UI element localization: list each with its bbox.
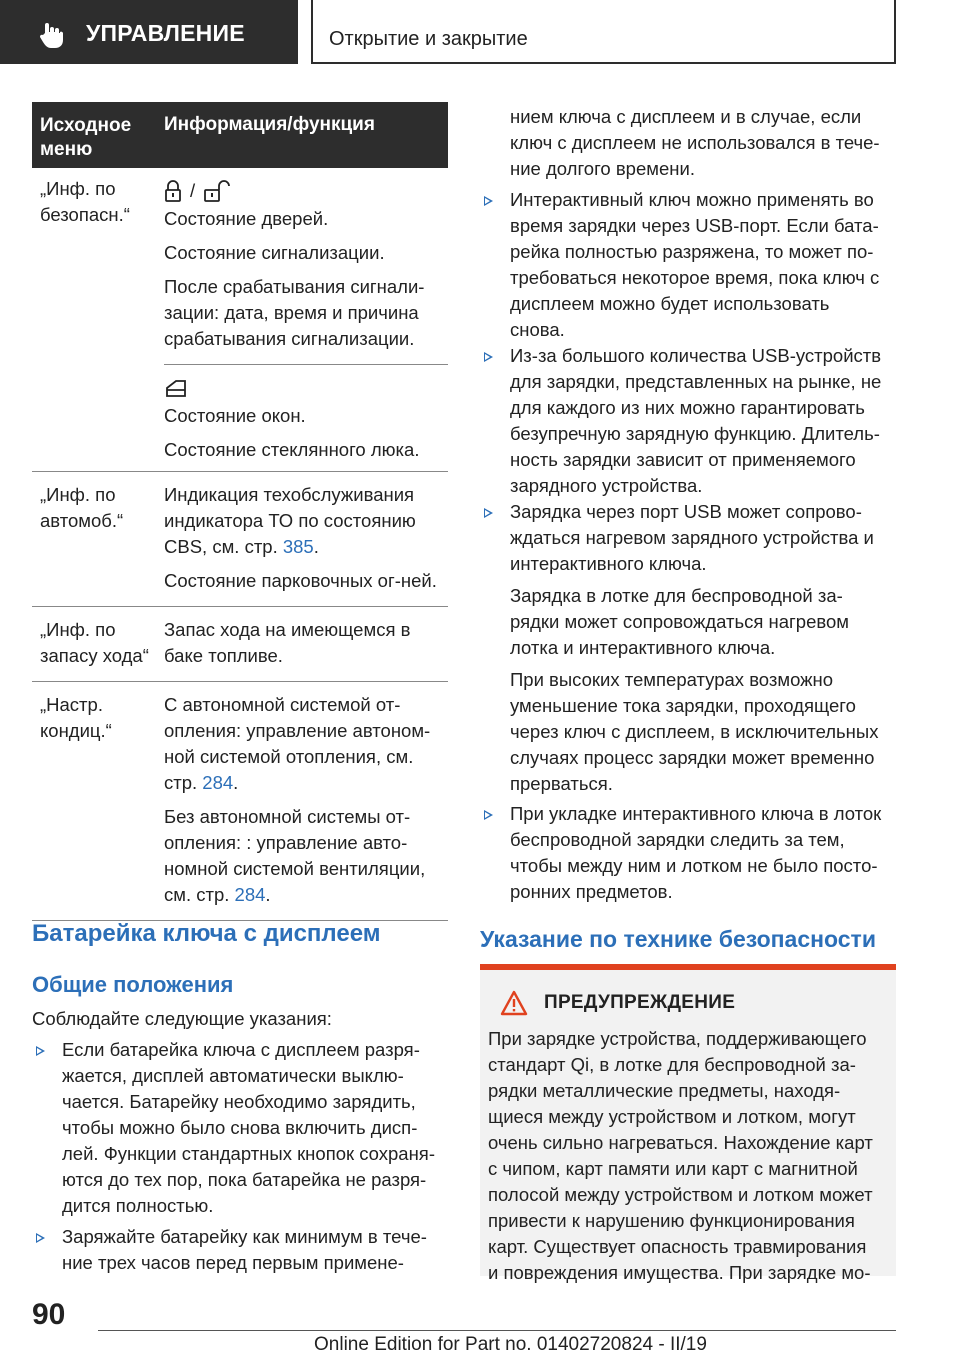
text-line: стандарт Qi, в лотке для беспроводной за-: [488, 1054, 856, 1075]
footer-divider: [98, 1330, 896, 1331]
text-line: ждаться нагревом зарядного устройства и: [510, 527, 874, 548]
info-subblock: [164, 364, 448, 463]
table-row: [32, 682, 448, 921]
icon-separator: /: [190, 180, 196, 201]
text-line: рядки металлические предметы, находя-: [488, 1080, 841, 1101]
info-line: Состояние стеклянного люка.: [164, 439, 420, 460]
text-line: уменьшение тока зарядки, проходящего: [510, 695, 856, 716]
table-row: [32, 607, 448, 682]
section-title: УПРАВЛЕНИЕ: [86, 20, 245, 46]
text-line: требоваться некоторое время, пока ключ с: [510, 267, 880, 288]
text-line: дится полностью.: [62, 1195, 214, 1216]
text-line: для каждого из них можно гарантировать: [510, 397, 865, 418]
menu-cell: „Настр. кондиц.“: [40, 694, 112, 741]
text-line: прерваться.: [510, 773, 613, 794]
info-line: [164, 482, 448, 560]
text-line: дисплеем можно будет использовать: [510, 293, 830, 314]
bullet-marker: [484, 196, 493, 206]
text-line: через ключ с дисплеем, в исключительных: [510, 721, 879, 742]
text-line: щиеся между устройством и лотком, могут: [488, 1106, 856, 1127]
info-text: Без автономной системы от-опления: : управление авто-номной системой вентиляции, см. стр.: [164, 806, 426, 905]
page-number: 90: [32, 1298, 66, 1331]
text-line: для зарядки, представленных на рынке, не: [510, 371, 882, 392]
bullet-marker: [36, 1046, 45, 1056]
text-line: При высоких температурах возможно: [510, 669, 834, 690]
text-line: ключ с дисплеем не использовался в тече-: [510, 132, 880, 153]
lock-closed-icon: [164, 180, 182, 202]
info-cell: [154, 482, 448, 606]
text-line: снова.: [510, 319, 565, 340]
text-line: ние трех часов перед первым примене-: [62, 1252, 404, 1273]
paragraph: [510, 583, 849, 661]
text-line: ронних предметов.: [510, 881, 673, 902]
text-line: ние долгого времени.: [510, 158, 695, 179]
table-row: [32, 472, 448, 607]
text-line: Интерактивный ключ можно применять во: [510, 189, 874, 210]
text-line: ются до тех пор, пока батарейка не разря-: [62, 1169, 427, 1190]
table-header-menu: Исходное меню: [40, 115, 132, 160]
page-link[interactable]: 284: [202, 772, 234, 793]
text-line: рейка полностью разряжена, то может по-: [510, 241, 874, 262]
warning-box: [480, 970, 896, 1283]
text-line: полосой между устройством и лотком может: [488, 1184, 873, 1205]
paragraph: [510, 667, 878, 797]
text-line: лотка и интерактивного ключа.: [510, 637, 776, 658]
text-line: ность зарядки зависит от применяемого: [510, 449, 856, 470]
text-line: Зарядка в лотке для беспроводной за-: [510, 585, 843, 606]
info-cell: [154, 176, 448, 471]
text-line: зарядного устройства.: [510, 475, 703, 496]
info-text: .: [233, 772, 239, 793]
bullet-marker: [484, 352, 493, 362]
text-line: чтобы между ним и лотком не было посто-: [510, 855, 878, 876]
info-text: .: [313, 536, 319, 557]
bullet-item: [510, 499, 874, 577]
info-line: [164, 692, 448, 796]
text-line: лей. Функции стандартных кнопок сохраня-: [62, 1143, 435, 1164]
warning-text: [488, 1026, 892, 1286]
text-line: привести к нарушению функционирования: [488, 1210, 855, 1231]
text-line: рядки может сопровождаться нагревом: [510, 611, 849, 632]
menu-cell: „Инф. по запасу хода“: [40, 619, 149, 666]
subsection-title: Открытие и закрытие: [329, 28, 528, 50]
menu-table: [32, 102, 448, 921]
bullet-marker: [36, 1233, 45, 1243]
text-line: безупречную зарядную функцию. Длитель-: [510, 423, 880, 444]
text-line: Зарядка через порт USB может сопрово-: [510, 501, 862, 522]
warning-triangle-icon: [500, 990, 528, 1016]
warning-title: ПРЕДУПРЕЖДЕНИЕ: [544, 992, 736, 1013]
subsection-header: [311, 0, 896, 64]
table-row: [32, 168, 448, 472]
battery-heading: Батарейка ключа с дисплеем: [32, 920, 381, 947]
menu-cell: „Инф. по автомоб.“: [40, 484, 124, 531]
bullet-item: [62, 1224, 427, 1276]
info-line: Запас хода на имеющемся в баке топливе.: [164, 619, 411, 666]
text-line: чается. Батарейку необходимо зарядить,: [62, 1091, 416, 1112]
text-line: жается, дисплей автоматически выклю-: [62, 1065, 404, 1086]
page-link[interactable]: 385: [282, 536, 314, 557]
text-line: время зарядки через USB-порт. Если бата-: [510, 215, 879, 236]
info-text: Индикация техобслуживания индикатора ТО по состоянию CBS, см. стр.: [164, 484, 416, 557]
continued-text: [510, 104, 880, 182]
bullet-item: [510, 343, 881, 499]
text-line: беспроводной зарядки следить за тем,: [510, 829, 845, 850]
hand-pointer-icon: [36, 20, 66, 50]
text-line: чтобы можно было снова включить дисп-: [62, 1117, 418, 1138]
info-line: Состояние парковочных ог-ней.: [164, 570, 437, 591]
safety-heading: Указание по технике безопасности: [480, 926, 876, 952]
text-line: карт. Существует опасность травмирования: [488, 1236, 867, 1257]
text-line: При укладке интерактивного ключа в лоток: [510, 803, 882, 824]
intro-text: Соблюдайте следующие указания:: [32, 1008, 332, 1029]
bullet-item: [510, 801, 881, 905]
bullet-item: [62, 1037, 435, 1219]
info-cell: [154, 692, 448, 920]
info-text: .: [265, 884, 271, 905]
bullet-marker: [484, 810, 493, 820]
text-line: и повреждения имущества. При зарядке мо-: [488, 1262, 871, 1283]
info-line: Состояние окон.: [164, 405, 306, 426]
info-line: Состояние дверей.: [164, 208, 329, 229]
page-link[interactable]: 284: [234, 884, 266, 905]
text-line: очень сильно нагреваться. Нахождение карт: [488, 1132, 873, 1153]
info-line: После срабатывания сигнали-зации: дата, время и причина срабатывания сигнализации.: [164, 276, 425, 349]
window-icon: [164, 377, 188, 399]
menu-cell: „Инф. по безопасн.“: [40, 178, 130, 225]
text-line: нием ключа с дисплеем и в случае, если: [510, 106, 862, 127]
bullet-item: [510, 187, 879, 343]
info-text: С автономной системой от-опления: управление автоном-ной системой отопления, см. стр.: [164, 694, 431, 793]
text-line: Заряжайте батарейку как минимум в тече-: [62, 1226, 427, 1247]
section-header: [0, 0, 298, 64]
table-header: [32, 102, 448, 168]
lock-icon-group: [164, 176, 448, 206]
window-icon-group: [164, 373, 448, 403]
text-line: Из-за большого количества USB-устройств: [510, 345, 882, 366]
general-heading: Общие положения: [32, 972, 234, 997]
info-line: [164, 804, 448, 908]
text-line: случаях процесс зарядки может временно: [510, 747, 875, 768]
text-line: с чипом, карт памяти или карт с магнитной: [488, 1158, 858, 1179]
info-line: Состояние сигнализации.: [164, 242, 385, 263]
footer-edition: Online Edition for Part no. 01402720824 - II/19: [314, 1334, 707, 1355]
lock-open-icon: [203, 180, 231, 202]
info-cell: [154, 617, 448, 681]
table-header-info: Информация/функция: [164, 114, 375, 135]
text-line: При зарядке устройства, поддерживающего: [488, 1028, 867, 1049]
text-line: интерактивного ключа.: [510, 553, 707, 574]
text-line: Если батарейка ключа с дисплеем разря-: [62, 1039, 420, 1060]
bullet-marker: [484, 508, 493, 518]
